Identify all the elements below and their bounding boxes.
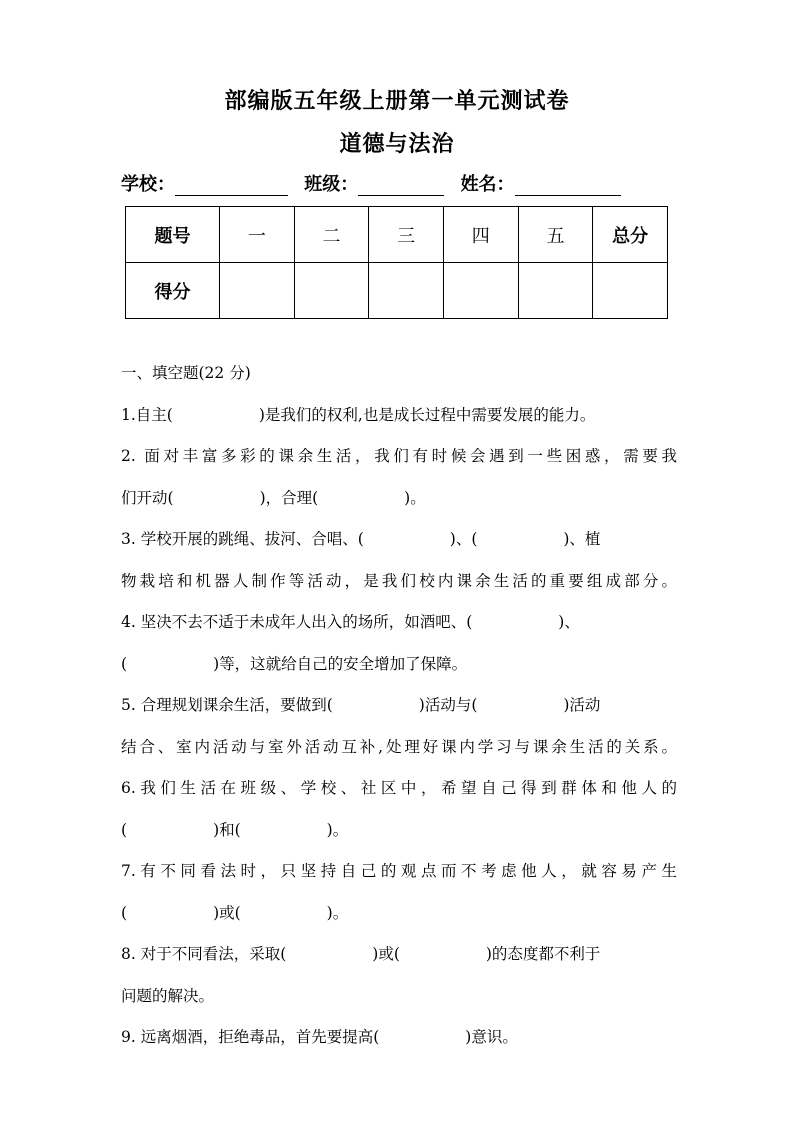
question-text: )意识。 bbox=[465, 1028, 518, 1046]
header-cell-total: 总分 bbox=[593, 207, 668, 263]
question-2: 2. 面对丰富多彩的课余生活，我们有时候会遇到一些困惑，需要我 bbox=[121, 447, 677, 465]
section-heading: 一、填空题(22 分) bbox=[121, 364, 251, 382]
question-5-cont: 结合、室内活动与室外活动互补,处理好课内学习与课余生活的关系。 bbox=[121, 737, 677, 756]
question-3 bbox=[121, 519, 677, 561]
name-label: 姓名： bbox=[460, 174, 515, 195]
question-text: ( bbox=[121, 654, 128, 673]
question-text: )等，这就给自己的安全增加了保障。 bbox=[213, 654, 468, 673]
student-info-row bbox=[121, 170, 681, 196]
question-text: )。 bbox=[326, 820, 349, 839]
question-text: )是我们的权利,也是成长过程中需要发展的能力。 bbox=[258, 405, 596, 424]
score-cell-total[interactable] bbox=[593, 263, 668, 319]
question-1 bbox=[121, 395, 677, 437]
score-header-row bbox=[126, 207, 668, 263]
question-text: )的态度都不利于 bbox=[485, 945, 601, 963]
question-text: 4. 坚决不去不适于未成年人出入的场所，如酒吧、( bbox=[121, 613, 473, 631]
score-cell-1[interactable] bbox=[220, 263, 295, 319]
question-text: )或( bbox=[213, 903, 241, 922]
question-text: 9. 远离烟酒，拒绝毒品，首先要提高( bbox=[121, 1028, 380, 1046]
score-cell-5[interactable] bbox=[518, 263, 593, 319]
school-field[interactable] bbox=[175, 175, 288, 196]
question-text: )和( bbox=[213, 820, 241, 839]
header-cell-4: 四 bbox=[443, 207, 518, 263]
question-text: ( bbox=[121, 820, 128, 839]
question-text: )。 bbox=[404, 488, 426, 507]
school-label: 学校： bbox=[121, 174, 175, 195]
header-cell-question: 题号 bbox=[126, 207, 220, 263]
score-row-label: 得分 bbox=[126, 263, 220, 319]
question-text: )、 bbox=[558, 613, 580, 631]
question-4-cont bbox=[121, 644, 677, 686]
question-3-cont: 物栽培和机器人制作等活动，是我们校内课余生活的重要组成部分。 bbox=[121, 571, 677, 590]
question-text: 3. 学校开展的跳绳、拔河、合唱、( bbox=[121, 530, 364, 548]
question-8 bbox=[121, 934, 677, 976]
question-4 bbox=[121, 602, 677, 644]
question-5 bbox=[121, 685, 677, 727]
score-cell-3[interactable] bbox=[369, 263, 444, 319]
question-text: 5. 合理规划课余生活，要做到( bbox=[121, 696, 333, 714]
score-table bbox=[125, 206, 668, 319]
score-row bbox=[126, 263, 668, 319]
question-text: )。 bbox=[326, 903, 349, 922]
question-text: ( bbox=[121, 903, 128, 922]
class-field[interactable] bbox=[358, 175, 444, 196]
question-9 bbox=[121, 1017, 677, 1059]
name-field[interactable] bbox=[515, 175, 621, 196]
question-text: 们开动( bbox=[121, 488, 174, 507]
question-7-cont bbox=[121, 893, 677, 935]
question-text: )，合理( bbox=[259, 488, 319, 507]
question-8-cont: 问题的解决。 bbox=[121, 986, 215, 1005]
header-cell-5: 五 bbox=[518, 207, 593, 263]
question-6-cont bbox=[121, 810, 677, 852]
questions bbox=[121, 353, 677, 1059]
question-text: )活动 bbox=[563, 696, 601, 714]
header-cell-2: 二 bbox=[294, 207, 369, 263]
score-cell-4[interactable] bbox=[443, 263, 518, 319]
question-2-cont bbox=[121, 478, 677, 520]
question-text: )、( bbox=[449, 530, 478, 548]
question-text: )、植 bbox=[563, 530, 601, 548]
exam-title: 部编版五年级上册第一单元测试卷 bbox=[224, 89, 570, 114]
header-cell-1: 一 bbox=[220, 207, 295, 263]
question-text: 8. 对于不同看法，采取( bbox=[121, 945, 287, 963]
question-text: )活动与( bbox=[418, 696, 478, 714]
score-cell-2[interactable] bbox=[294, 263, 369, 319]
question-6: 6.我们生活在班级、学校、社区中，希望自己得到群体和他人的 bbox=[121, 779, 677, 797]
question-text: )或( bbox=[372, 945, 400, 963]
class-label: 班级： bbox=[304, 174, 359, 195]
question-text: 1.自主( bbox=[121, 405, 173, 424]
subject-title: 道德与法治 bbox=[339, 132, 455, 157]
question-7: 7.有不同看法时，只坚持自己的观点而不考虑他人，就容易产生 bbox=[121, 862, 677, 880]
header-cell-3: 三 bbox=[369, 207, 444, 263]
